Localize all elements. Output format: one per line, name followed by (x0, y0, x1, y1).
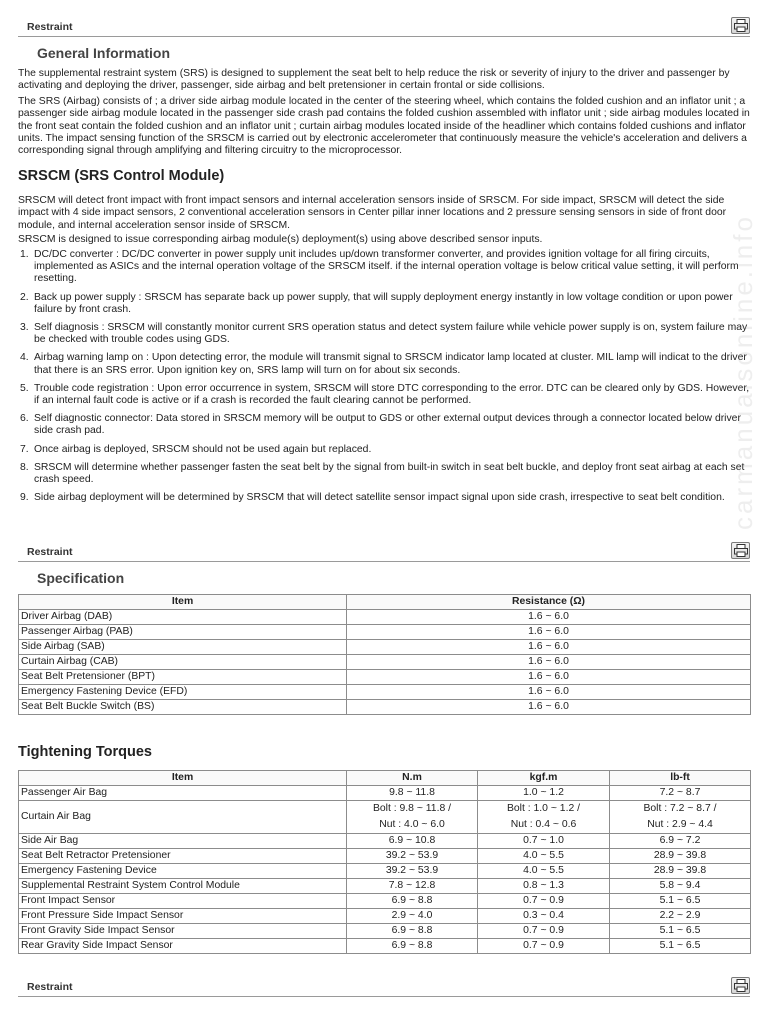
column-header-item: Item (19, 595, 347, 610)
resistance-cell: 1.6 ~ 6.0 (347, 670, 751, 685)
item-cell: Curtain Airbag (CAB) (19, 655, 347, 670)
nm-cell (347, 894, 478, 909)
table-row (19, 786, 751, 801)
list-item-number: 8. (20, 461, 29, 473)
nm-cell (347, 786, 478, 801)
nm-cell (347, 879, 478, 894)
section-bar-top (18, 16, 750, 37)
kgf-cell (478, 834, 610, 849)
cell-line: Bolt : 9.8 ~ 11.8 / (372, 803, 452, 814)
resistance-cell: 1.6 ~ 6.0 (347, 685, 751, 700)
table-row (19, 864, 751, 879)
column-header-kgfm: kgf.m (478, 771, 610, 786)
column-header-resistance: Resistance (Ω) (347, 595, 751, 610)
kgf-cell (478, 849, 610, 864)
table-row (19, 685, 751, 700)
list-item (18, 444, 753, 456)
list-item (18, 352, 753, 376)
table-row (19, 801, 751, 834)
lbft-cell (610, 801, 751, 834)
print-button[interactable] (731, 17, 750, 34)
section-label: Restraint (27, 981, 73, 993)
item-cell: Passenger Air Bag (19, 786, 347, 801)
lbft-cell (610, 924, 751, 939)
section-label: Restraint (27, 21, 73, 33)
kgf-cell (478, 909, 610, 924)
list-item-text: Once airbag is deployed, SRSCM should not be used again but replaced. (34, 443, 372, 455)
resistance-cell: 1.6 ~ 6.0 (347, 640, 751, 655)
item-cell: Passenger Airbag (PAB) (19, 625, 347, 640)
list-item (18, 322, 753, 346)
kgf-cell (478, 801, 610, 834)
item-cell: Front Gravity Side Impact Sensor (19, 924, 347, 939)
item-cell: Seat Belt Pretensioner (BPT) (19, 670, 347, 685)
table-row (19, 655, 751, 670)
cell-line: 0.7 ~ 1.0 (523, 835, 564, 846)
srscm-intro-2: SRSCM is designed to issue corresponding airbag module(s) deployment(s) using above described sensor inputs. (18, 234, 543, 245)
cell-line: 7.8 ~ 12.8 (388, 880, 436, 891)
cell-line: 28.9 ~ 39.8 (653, 865, 707, 876)
cell-line: 5.8 ~ 9.4 (659, 880, 701, 891)
cell-line: 5.1 ~ 6.5 (659, 925, 701, 936)
column-header-item: Item (19, 771, 347, 786)
lbft-cell (610, 834, 751, 849)
lbft-cell (610, 864, 751, 879)
item-cell: Seat Belt Buckle Switch (BS) (19, 700, 347, 715)
cell-line: 9.8 ~ 11.8 (389, 787, 435, 798)
print-button[interactable] (731, 542, 750, 559)
lbft-cell (610, 894, 751, 909)
list-item-number: 3. (20, 322, 29, 334)
cell-line: Nut : 2.9 ~ 4.4 (647, 819, 713, 830)
nm-cell (347, 849, 478, 864)
list-item-number: 9. (20, 492, 29, 504)
srscm-intro: SRSCM will detect front impact with front impact sensors and internal acceleration sensors inside of SRSCM. For side impact, SRSCM will detect the side impact with 4 side impact sensors, 2 conventional acceleration sensors in Center pillar inner locations and 2 pressure sensing sensors in side of front door module, and internal acceleration sensor inside of SRSCM. (18, 195, 727, 231)
cell-line: 28.9 ~ 39.8 (653, 850, 707, 861)
item-cell: Rear Gravity Side Impact Sensor (19, 939, 347, 954)
section-bar-specification (18, 541, 750, 562)
kgf-cell (478, 786, 610, 801)
general-paragraph-1: The supplemental restraint system (SRS) is designed to supplement the seat belt to help reduce the risk or severity of injury to the driver and passenger by activating and deploying the driver, passenger, side airbag and belt pretensioner in certain frontal or side collisions. (18, 68, 730, 92)
table-row (19, 924, 751, 939)
list-item-number: 1. (20, 249, 29, 260)
table-row (19, 625, 751, 640)
list-item-text: Back up power supply : SRSCM has separate back up power supply, that will supply deployment energy instantly in low voltage condition or upon power failure by front crash. (34, 291, 733, 315)
printer-icon (734, 19, 748, 32)
resistance-cell: 1.6 ~ 6.0 (347, 625, 751, 640)
kgf-cell (478, 894, 610, 909)
section-bar-bottom (18, 976, 750, 997)
cell-line: Nut : 0.4 ~ 0.6 (510, 819, 577, 830)
cell-line: 39.2 ~ 53.9 (385, 865, 439, 876)
list-item (18, 383, 753, 407)
list-item-number: 4. (20, 352, 29, 364)
cell-line: 4.0 ~ 5.5 (523, 850, 564, 861)
cell-line: 2.2 ~ 2.9 (659, 910, 701, 921)
list-item-number: 7. (20, 443, 29, 455)
kgf-cell (478, 879, 610, 894)
cell-line: 1.0 ~ 1.2 (523, 787, 564, 798)
cell-line: 4.0 ~ 5.5 (523, 865, 564, 876)
cell-line: 0.3 ~ 0.4 (523, 910, 564, 921)
table-row (19, 894, 751, 909)
cell-line: 7.2 ~ 8.7 (659, 787, 701, 798)
list-item-text: Self diagnostic connector: Data stored in SRSCM memory will be output to GDS or other external output devices through a connector located below driver side crash pad. (34, 413, 741, 437)
cell-line: 6.9 ~ 10.8 (388, 835, 436, 846)
cell-line: 2.9 ~ 4.0 (391, 910, 433, 921)
general-paragraph-2: The SRS (Airbag) consists of ; a driver side airbag module located in the center of the steering wheel, which contains the folded cushion and an inflator unit ; a passenger side airbag module located in the passenger side crash pad contains the folded cushion assembled with inflator unit ; side airbag modules located in the front seat contain the folded cushion and an inflator unit ; curtain airbag modules located inside of the headliner which contains folded cushions and inflator units. The impact sensing function of the SRSCM is carried out by electronic accelerometer that continuously measure the vehicle's acceleration and delivers a corresponding signal through amplifying and filtering circuitry to the microprocessor. (18, 96, 750, 157)
specification-title: Specification (37, 570, 125, 586)
cell-line: 0.8 ~ 1.3 (523, 880, 564, 891)
cell-line: 6.9 ~ 8.8 (391, 895, 433, 906)
item-cell: Emergency Fastening Device (EFD) (19, 685, 347, 700)
list-item-number: 2. (20, 291, 29, 303)
lbft-cell (610, 879, 751, 894)
list-item-text: Self diagnosis : SRSCM will constantly monitor current SRS operation status and detect system failure while vehicle power supply is on, system failure may be checked with trouble codes using GDS. (34, 322, 748, 346)
list-item-text: SRSCM will determine whether passenger fasten the seat belt by the signal from built-in switch in seat belt buckle, and deploy front seat airbag at each set crash speed. (34, 461, 745, 486)
lbft-cell (610, 786, 751, 801)
item-cell: Supplemental Restraint System Control Module (19, 879, 347, 894)
item-cell: Curtain Air Bag (19, 801, 347, 834)
table-header-row (19, 595, 751, 610)
table-row (19, 640, 751, 655)
lbft-cell (610, 849, 751, 864)
watermark: carmanualsonline.info (728, 214, 758, 530)
item-cell: Side Air Bag (19, 834, 347, 849)
kgf-cell (478, 864, 610, 879)
nm-cell (347, 864, 478, 879)
lbft-cell (610, 909, 751, 924)
section-label: Restraint (27, 546, 73, 558)
list-item (18, 413, 753, 437)
cell-line: 6.9 ~ 8.8 (391, 925, 433, 936)
kgf-cell (478, 924, 610, 939)
srscm-title: SRSCM (SRS Control Module) (18, 168, 225, 184)
table-row (19, 834, 751, 849)
item-cell: Emergency Fastening Device (19, 864, 347, 879)
cell-line: 5.1 ~ 6.5 (659, 940, 701, 951)
table-row (19, 879, 751, 894)
srscm-feature-list (18, 249, 753, 504)
torques-table (18, 770, 751, 954)
printer-icon (734, 979, 748, 992)
resistance-cell: 1.6 ~ 6.0 (347, 700, 751, 715)
tightening-torques-title: Tightening Torques (18, 744, 152, 760)
cell-line: 0.7 ~ 0.9 (523, 895, 564, 906)
specification-table (18, 594, 751, 715)
item-cell: Front Impact Sensor (19, 894, 347, 909)
list-item-text: DC/DC converter : DC/DC converter in power supply unit includes up/down transformer converter, and provides ignition voltage for all firing circuits, implemented as ASICs and the internal operation voltage of the SRSCM itself. if the internal operation voltage is below critical value setting, it will perform resetting. (34, 249, 739, 285)
item-cell: Driver Airbag (DAB) (19, 610, 347, 625)
cell-line: 39.2 ~ 53.9 (385, 850, 439, 861)
cell-line: Bolt : 1.0 ~ 1.2 / (506, 803, 581, 814)
list-item (18, 462, 753, 486)
lbft-cell (610, 939, 751, 954)
cell-line: 6.9 ~ 7.2 (659, 835, 701, 846)
table-row (19, 670, 751, 685)
nm-cell (347, 909, 478, 924)
list-item-number: 5. (20, 382, 29, 394)
list-item-number: 6. (20, 413, 29, 425)
table-row (19, 909, 751, 924)
cell-line: Nut : 4.0 ~ 6.0 (379, 819, 445, 830)
column-header-lbft: lb-ft (610, 771, 751, 786)
resistance-cell: 1.6 ~ 6.0 (347, 610, 751, 625)
cell-line: Bolt : 7.2 ~ 8.7 / (643, 803, 717, 814)
list-item-text: Airbag warning lamp on : Upon detecting error, the module will transmit signal to SRSCM indicator lamp located at cluster. MIL lamp will indicat to the driver that there is an SRS error. Upon ignition key on, SRS lamp will turn on for about six seconds. (34, 352, 747, 376)
nm-cell (347, 801, 478, 834)
list-item-text: Side airbag deployment will be determined by SRSCM that will detect satellite sensor impact signal upon side crash, irrespective to seat belt condition. (34, 492, 725, 504)
item-cell: Seat Belt Retractor Pretensioner (19, 849, 347, 864)
list-item (18, 492, 753, 504)
nm-cell (347, 939, 478, 954)
list-item (18, 249, 753, 286)
item-cell: Side Airbag (SAB) (19, 640, 347, 655)
nm-cell (347, 834, 478, 849)
resistance-cell: 1.6 ~ 6.0 (347, 655, 751, 670)
table-row (19, 939, 751, 954)
cell-line: 6.9 ~ 8.8 (391, 940, 433, 951)
cell-line: 0.7 ~ 0.9 (523, 940, 564, 951)
kgf-cell (478, 939, 610, 954)
print-button[interactable] (731, 977, 750, 994)
table-row (19, 849, 751, 864)
column-header-nm: N.m (347, 771, 478, 786)
cell-line: 5.1 ~ 6.5 (659, 895, 701, 906)
printer-icon (734, 544, 748, 557)
table-row (19, 700, 751, 715)
general-info-title: General Information (37, 45, 171, 61)
table-row (19, 610, 751, 625)
item-cell: Front Pressure Side Impact Sensor (19, 909, 347, 924)
table-header-row (19, 771, 751, 786)
nm-cell (347, 924, 478, 939)
list-item (18, 292, 753, 316)
cell-line: 0.7 ~ 0.9 (523, 925, 564, 936)
list-item-text: Trouble code registration : Upon error occurrence in system, SRSCM will store DTC corresponding to the error. DTC can be cleared only by GDS. However, if an internal fault code is active or if a crash is recorded the fault clearing cannot be performed. (34, 382, 750, 407)
